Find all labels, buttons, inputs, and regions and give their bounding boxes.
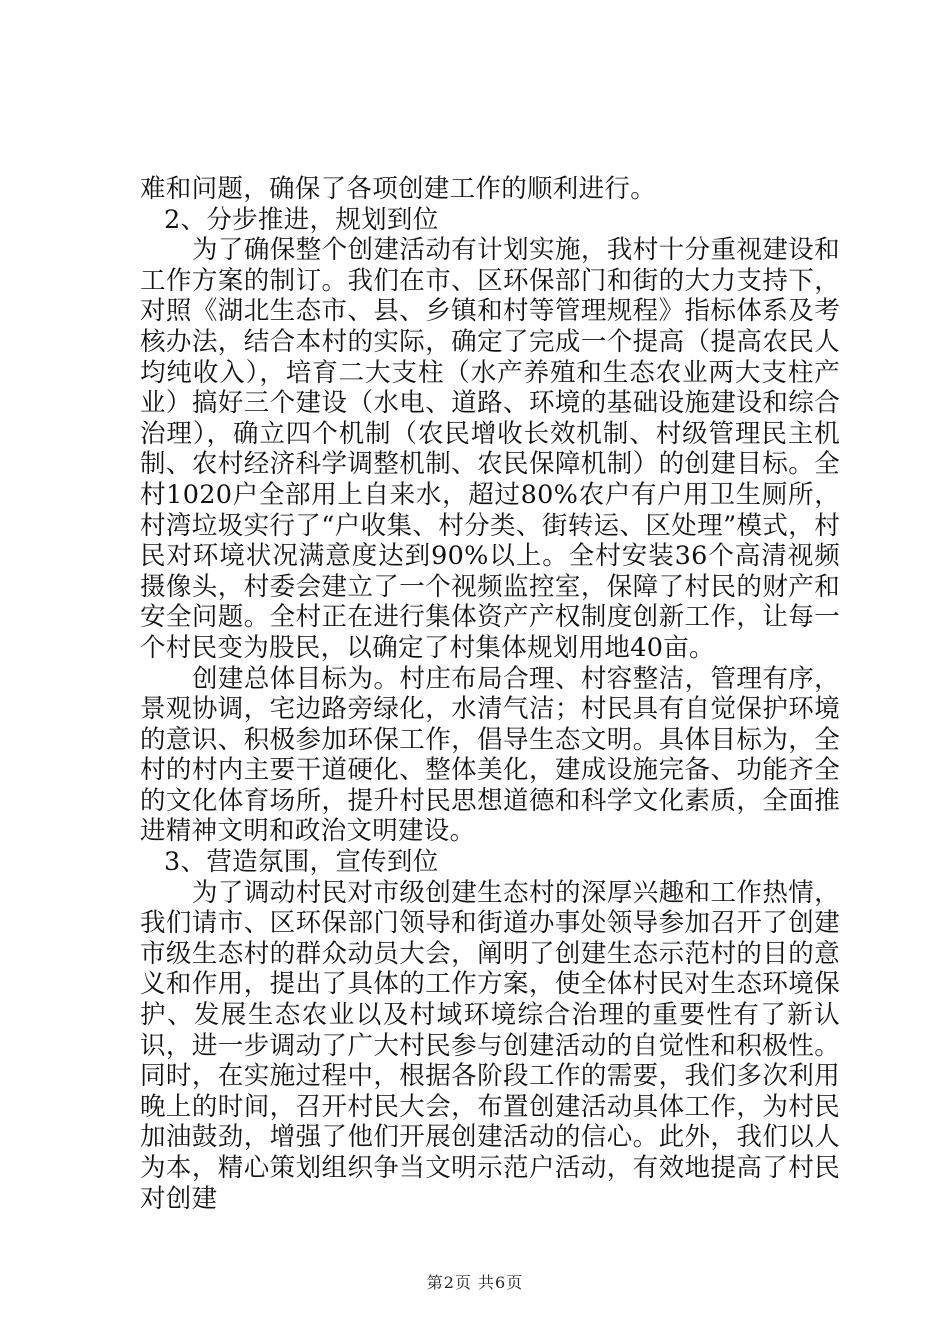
page-number-footer: 第2页 共6页 (426, 1273, 524, 1292)
section-heading-2: 2、分步推进，规划到位 (164, 204, 439, 235)
section-heading-3: 3、营造氛围，宣传到位 (164, 847, 439, 878)
document-body (140, 174, 840, 1214)
paragraph-continuation: 难和问题，确保了各项创建工作的顺利进行。 (140, 174, 657, 204)
paragraph-goals: 创建总体目标为。村庄布局合理、村容整洁，管理有序，景观协调，宅边路旁绿化，水清气洁；村民具有自觉保护环境的意识、积极参加环保工作，倡导生态文明。具体目标为，全村的村内主要干道硬化、整体美化，建成设施完备、功能齐全的文化体育场所，提升村民思想道德和科学文化素质，全面推进精神文明和政治文明建设。 (140, 663, 840, 847)
paragraph-planning: 为了确保整个创建活动有计划实施，我村十分重视建设和工作方案的制订。我们在市、区环保部门和街的大力支持下，对照《湖北生态市、县、乡镇和村等管理规程》指标体系及考核办法，结合本村的实际，确定了完成一个提高（提高农民人均纯收入），培育二大支柱（水产养殖和生态农业两大支柱产业）搞好三个建设（水电、道路、环境的基础设施建设和综合治理），确立四个机制（农民增收长效机制、村级管理民主机制、农村经济科学调整机制、农民保障机制）的创建目标。全村1020户全部用上自来水，超过80%农户有户用卫生厕所，村湾垃圾实行了“户收集、村分类、街转运、区处理”模式，村民对环境状况满意度达到90%以上。全村安装36个高清视频摄像头，村委会建立了一个视频监控室，保障了村民的财产和安全问题。全村正在进行集体资产产权制度创新工作，让每一个村民变为股民，以确定了村集体规划用地40亩。 (140, 235, 840, 663)
paragraph-publicity: 为了调动村民对市级创建生态村的深厚兴趣和工作热情，我们请市、区环保部门领导和街道办事处领导参加召开了创建市级生态村的群众动员大会，阐明了创建生态示范村的目的意义和作用，提出了具体的工作方案，使全体村民对生态环境保护、发展生态农业以及村域环境综合治理的重要性有了新认识，进一步调动了广大村民参与创建活动的自觉性和积极性。同时，在实施过程中，根据各阶段工作的需要，我们多次利用晚上的时间，召开村民大会，布置创建活动具体工作，为村民加油鼓劲，增强了他们开展创建活动的信心。此外，我们以人为本，精心策划组织争当文明示范户活动，有效地提高了村民对创建 (140, 877, 840, 1214)
